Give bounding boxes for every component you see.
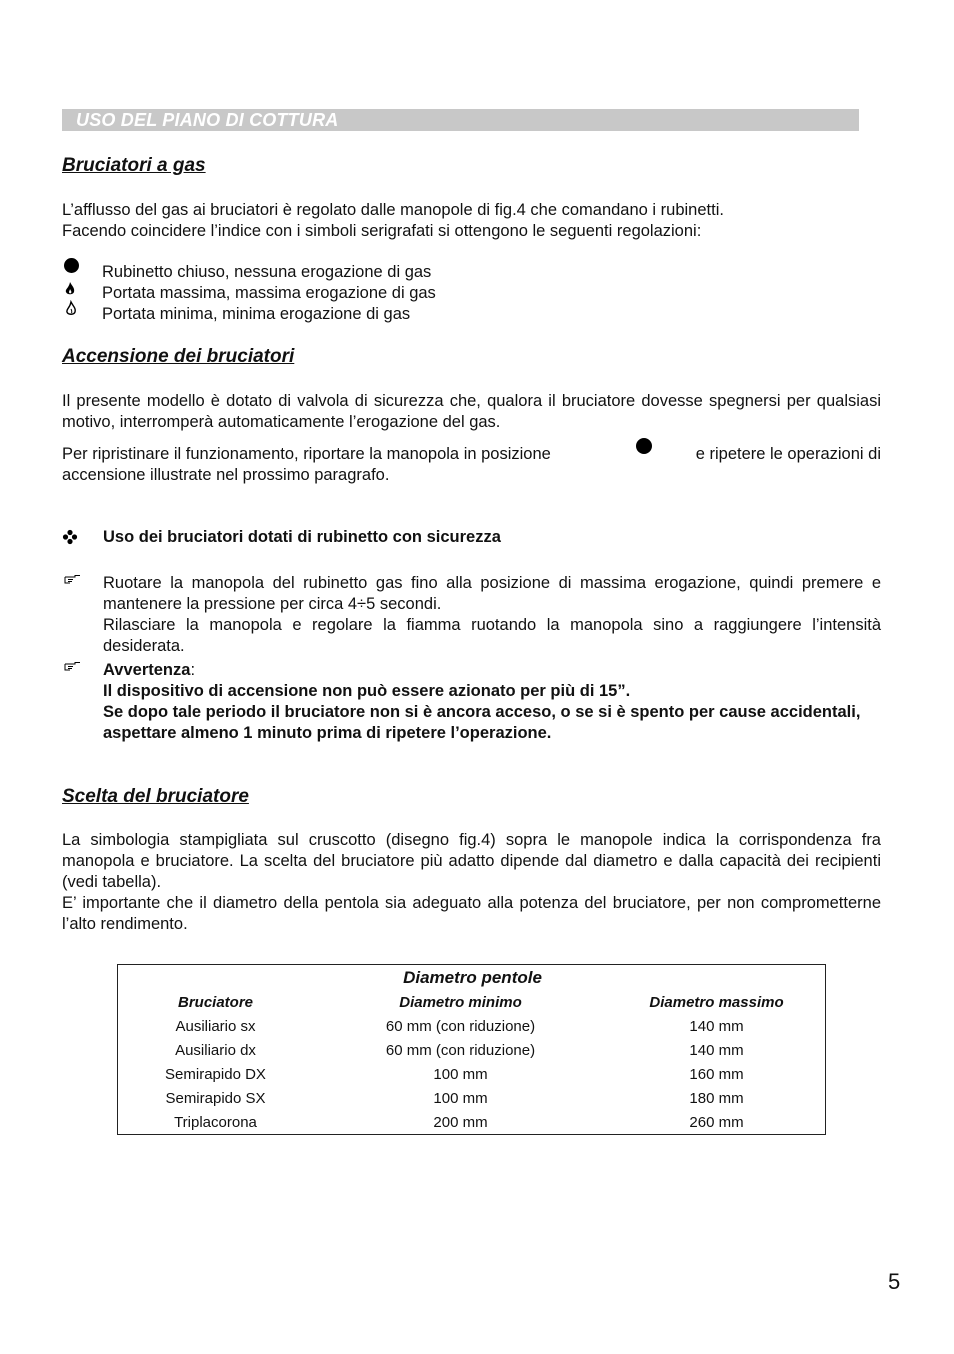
pointing-hand-icon — [64, 572, 86, 588]
symbol-row-min — [62, 304, 562, 325]
table-row — [118, 1038, 826, 1062]
burner-diameter-table — [117, 964, 826, 1135]
paragraph-valvola: Il presente modello è dotato di valvola di sicurezza che, qualora il bruciatore dovesse spegnersi per qualsiasi motivo, interromperà automaticamente l’erogazione del gas. — [62, 392, 881, 431]
warning-text: Il dispositivo di accensione non può essere azionato per più di 15”. — [103, 682, 631, 700]
symbol-label: Rubinetto chiuso, nessuna erogazione di gas — [102, 263, 432, 281]
table-row — [118, 1110, 826, 1135]
table-cell: 200 mm — [433, 1113, 488, 1131]
table-row — [118, 1086, 826, 1110]
table-caption — [118, 965, 826, 991]
table-header: Bruciatore — [177, 993, 254, 1011]
pointing-hand-icon — [64, 659, 86, 675]
paragraph-text: e ripetere le operazioni di — [695, 445, 881, 463]
symbol-row-closed — [62, 262, 562, 283]
small-flame-icon — [62, 304, 82, 325]
heading-scelta-bruciatore: Scelta del bruciatore — [62, 786, 249, 807]
heading-accensione: Accensione dei bruciatori — [62, 346, 295, 367]
table-cell: 100 mm — [433, 1065, 488, 1083]
filled-circle-icon — [636, 438, 652, 454]
paragraph-line: accensione illustrate nel prossimo paragrafo. — [62, 466, 390, 484]
symbol-row-max — [62, 283, 562, 304]
table-header-row — [118, 990, 826, 1014]
warning-colon: : — [190, 661, 196, 679]
table-cell: 60 mm (con riduzione) — [385, 1041, 536, 1059]
table-cell: 60 mm (con riduzione) — [385, 1017, 536, 1035]
instruction-paragraph: Rilasciare la manopola e regolare la fiamma ruotando la manopola sino a raggiungere l’intensità desiderata. — [103, 616, 881, 655]
table-cell: Ausiliario dx — [175, 1041, 256, 1059]
table-cell: Ausiliario sx — [175, 1017, 256, 1035]
paragraph-ripristino-line1 — [62, 444, 881, 465]
warning-text: Se dopo tale periodo il bruciatore non si è ancora acceso, o se si è spento per cause accidentali, aspettare almeno 1 minuto prima di ripetere l’operazione. — [103, 703, 861, 742]
table-cell: 100 mm — [433, 1089, 488, 1107]
symbol-label: Portata massima, massima erogazione di gas — [102, 284, 436, 302]
table-cell: 160 mm — [689, 1065, 744, 1083]
page-number: 5 — [888, 1269, 901, 1294]
section-title-bar — [62, 109, 859, 131]
table-row — [118, 1062, 826, 1086]
heading-bruciatori-gas: Bruciatori a gas — [62, 155, 206, 176]
table-cell: 140 mm — [689, 1017, 744, 1035]
paragraph-diametro: E’ importante che il diametro della pentola sia adeguato alla potenza del bruciatore, per non comprometterne l’alto rendimento. — [62, 894, 881, 933]
table-cell: Semirapido SX — [165, 1089, 266, 1107]
table-cell: 140 mm — [689, 1041, 744, 1059]
table-cell: Semirapido DX — [165, 1065, 266, 1083]
paragraph-simbologia: La simbologia stampigliata sul cruscotto (disegno fig.4) sopra le manopole indica la corrispondenza fra manopola e bruciatore. La scelta del bruciatore più adatto dipende dal diametro e dalla capacità dei recipienti (vedi tabella). — [62, 831, 881, 891]
table-cell: 260 mm — [689, 1113, 744, 1131]
bullet-title: Uso dei bruciatori dotati di rubinetto con sicurezza — [103, 528, 501, 546]
diamond-bullet-icon — [62, 527, 82, 547]
filled-circle-icon — [62, 262, 82, 283]
instruction-paragraph: Ruotare la manopola del rubinetto gas fino alla posizione di massima erogazione, quindi premere e mantenere la pressione per circa 4÷5 secondi. — [103, 574, 881, 613]
table-cell: 180 mm — [689, 1089, 744, 1107]
paragraph-line: Facendo coincidere l’indice con i simboli serigrafati si ottengono le seguenti regolazioni: — [62, 222, 702, 240]
warning-label: Avvertenza — [103, 661, 191, 679]
table-caption-text: Diametro pentole — [403, 967, 542, 987]
paragraph-text: Per ripristinare il funzionamento, riportare la manopola in posizione — [62, 445, 551, 463]
paragraph-line: L’afflusso del gas ai bruciatori è regolato dalle manopole di fig.4 che comandano i rubinetti. — [62, 201, 724, 219]
warning-label-line — [103, 660, 195, 681]
symbol-label: Portata minima, minima erogazione di gas — [102, 305, 411, 323]
table-header: Diametro massimo — [649, 993, 784, 1011]
table-header: Diametro minimo — [399, 993, 522, 1011]
section-title: USO DEL PIANO DI COTTURA — [76, 110, 339, 130]
table-cell: Triplacorona — [174, 1113, 257, 1131]
table-row — [118, 1014, 826, 1038]
